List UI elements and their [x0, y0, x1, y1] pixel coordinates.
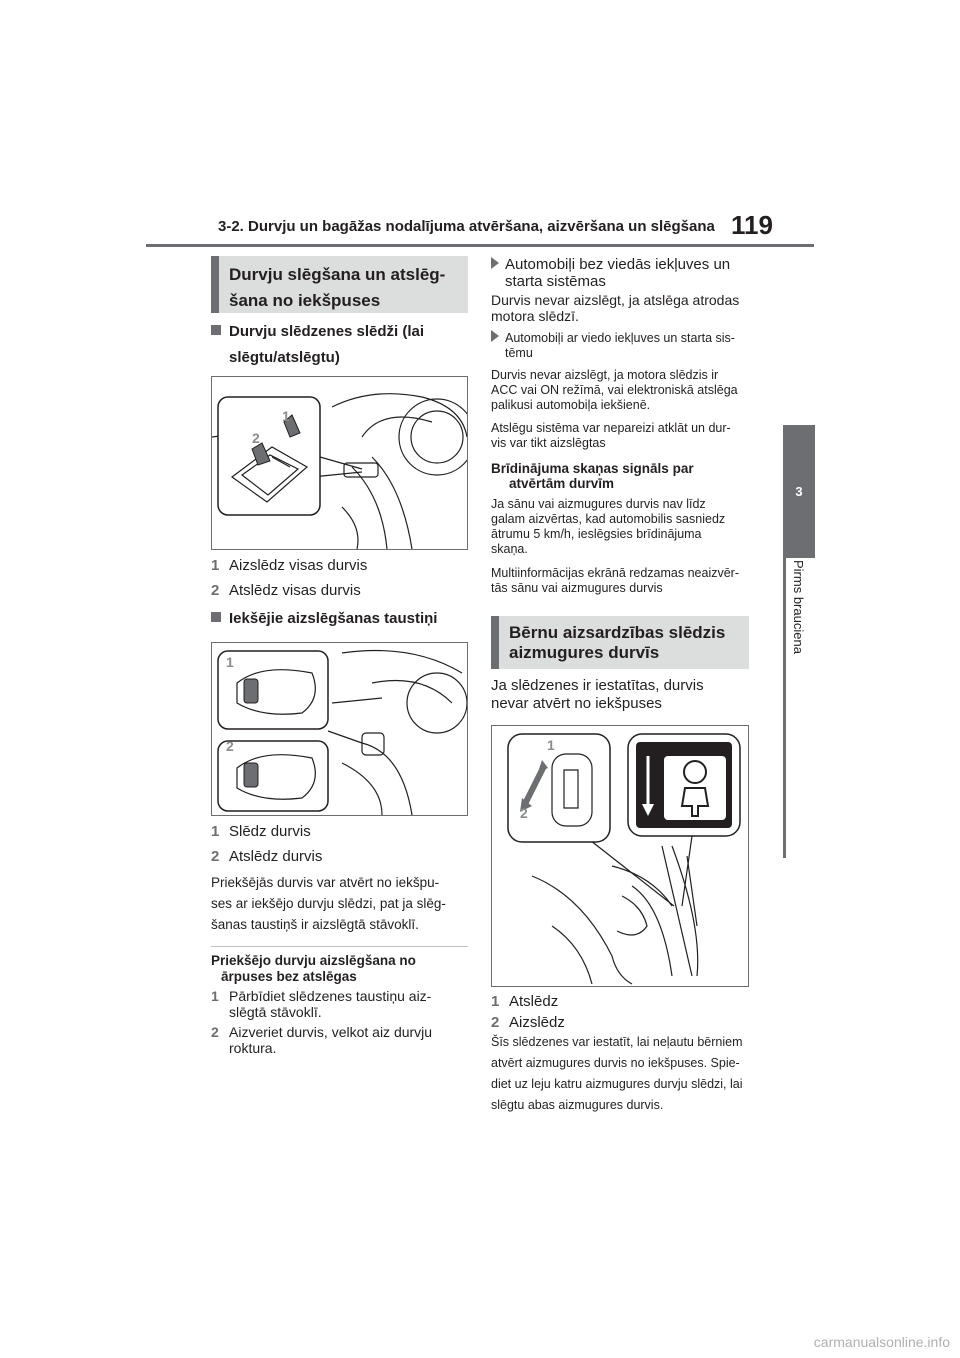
heading-line: Durvju slēgšana un atslēg- — [229, 265, 446, 284]
callout-2: 2 — [226, 738, 234, 754]
square-bullet-icon — [211, 612, 221, 622]
text-multi-info-display — [491, 566, 753, 596]
watermark: carmanualsonline.info — [813, 1334, 950, 1350]
triangle-bullet-icon — [491, 330, 499, 342]
text-line: palikusi automobiļa iekšienē. — [491, 398, 651, 412]
section-heading-child-lock — [491, 616, 749, 669]
callout-2: 2 — [252, 430, 260, 446]
item-number: 2 — [211, 582, 220, 599]
step-item — [211, 1024, 471, 1056]
inside-lock-buttons-illustration — [212, 643, 467, 815]
door-lock-switch-illustration — [212, 377, 467, 549]
text-line: Durvis nevar aizslēgt, ja atslēga atrodas — [491, 292, 740, 308]
subheading-text: Iekšējie aizslēgšanas taustiņi — [229, 610, 438, 627]
item-text: Aizslēdz — [509, 1014, 565, 1031]
item-text: Atslēdz visas durvis — [229, 582, 361, 599]
text-line: atvērt aizmugures durvis no iekšpuses. Spie- — [491, 1056, 740, 1070]
text-line: tās sānu vai aizmugures durvis — [491, 581, 663, 595]
heading-line: Bērnu aizsardzības slēdzis — [509, 623, 726, 642]
heading-line: aizmugures durvīs — [509, 643, 660, 662]
text-line: ātrumu 5 km/h, ieslēgsies brīdinājuma — [491, 527, 702, 541]
bullet-title: Automobiļi bez viedās iekļuves un — [505, 256, 731, 273]
text-line: Ja sānu vai aizmugures durvis nav līdz — [491, 497, 706, 511]
text-door-open-warning — [491, 497, 753, 557]
step-number: 2 — [211, 1024, 219, 1040]
bullet-title: starta sistēmas — [505, 273, 606, 290]
bullet-with-smart-entry — [491, 330, 753, 361]
section-title: 3-2. Durvju un bagāžas nodalījuma atvēršana, aizvēršana un slēgšana — [218, 218, 715, 235]
list-item — [211, 847, 471, 866]
triangle-bullet-icon — [491, 257, 499, 269]
list-lock-switches — [211, 556, 471, 600]
divider — [211, 946, 468, 947]
subheading-text: ārpuses bez atslēgas — [221, 969, 357, 984]
figure-door-lock-switch — [211, 376, 468, 550]
text-line: Ja slēdzenes ir iestatītas, durvis — [491, 677, 704, 694]
item-number: 1 — [491, 993, 500, 1010]
chapter-number: 3 — [795, 484, 803, 499]
step-text: slēgtā stāvoklī. — [229, 1004, 322, 1020]
item-text: Atslēdz durvis — [229, 848, 323, 865]
item-number: 1 — [211, 557, 220, 574]
callout-1: 1 — [547, 737, 555, 753]
step-text: Aizveriet durvis, velkot aiz durvju — [229, 1024, 433, 1040]
text-line: Multiinformācijas ekrānā redzamas neaizvēr- — [491, 566, 740, 580]
child-lock-illustration — [492, 726, 748, 986]
callout-1: 1 — [226, 654, 234, 670]
heading-line: šana no iekšpuses — [229, 291, 381, 310]
text-line: ACC vai ON režīmā, vai elektroniskā atslēga — [491, 383, 738, 397]
figure-child-lock — [491, 725, 749, 987]
text-key-system — [491, 421, 753, 451]
note-front-doors — [211, 872, 471, 935]
text-with-smart-entry — [491, 368, 753, 413]
header-rule — [146, 244, 814, 247]
list-item — [491, 1013, 753, 1032]
bullet-title: Automobiļi ar viedo iekļuves un starta sis- — [505, 331, 735, 345]
item-number: 2 — [211, 848, 220, 865]
callout-1: 1 — [282, 408, 290, 424]
text-line: galam aizvērtas, kad automobilis sasniedz — [491, 512, 726, 526]
text-line: diet uz leju katru aizmugures durvju slēdzi, lai — [491, 1077, 743, 1091]
item-number: 2 — [491, 1014, 500, 1031]
text-line: vis var tikt aizslēgtas — [491, 436, 606, 450]
steps-lock-without-key — [211, 988, 471, 1056]
subheading-text: Brīdinājuma skaņas signāls par — [491, 461, 694, 476]
step-text: Pārbīdiet slēdzenes taustiņu aiz- — [229, 988, 432, 1004]
intro-child-lock — [491, 677, 753, 713]
note-line: šanas taustiņš ir aizslēgtā stāvoklī. — [211, 917, 419, 932]
page-number: 119 — [731, 210, 773, 240]
text-line: Šīs slēdzenes var iestatīt, lai neļautu bērniem — [491, 1035, 743, 1049]
text-line: nevar atvērt no iekšpuses — [491, 695, 662, 712]
subheading-lock-without-key — [211, 953, 471, 985]
square-bullet-icon — [211, 325, 221, 335]
subheading-text: Priekšējo durvju aizslēgšana no — [211, 953, 416, 968]
chapter-label — [778, 560, 818, 690]
step-text: roktura. — [229, 1040, 277, 1056]
step-number: 1 — [211, 988, 219, 1004]
note-line: ses ar iekšējo durvju slēdzi, pat ja slēg- — [211, 896, 446, 911]
subheading-door-open-warning — [491, 461, 753, 491]
list-item — [491, 992, 753, 1011]
item-text: Slēdz durvis — [229, 823, 311, 840]
text-child-lock-description — [491, 1032, 753, 1116]
chapter-tab — [783, 425, 815, 558]
chapter-label-text: Pirms brauciena — [791, 560, 806, 654]
list-item — [211, 556, 471, 575]
subheading-text: atvērtām durvīm — [509, 476, 615, 491]
text-line: skaņa. — [491, 542, 528, 556]
item-number: 1 — [211, 823, 220, 840]
list-inside-lock-buttons — [211, 822, 471, 866]
text-without-smart-entry — [491, 292, 753, 324]
step-item — [211, 988, 471, 1020]
figure-inside-lock-buttons — [211, 642, 468, 816]
text-line: motora slēdzī. — [491, 308, 579, 324]
list-child-lock — [491, 992, 753, 1032]
text-line: Durvis nevar aizslēgt, ja motora slēdzis ir — [491, 368, 719, 382]
subheading-inside-lock-buttons — [211, 608, 471, 630]
callout-2: 2 — [520, 805, 528, 821]
bullet-title: tēmu — [505, 346, 533, 360]
bullet-without-smart-entry — [491, 256, 753, 290]
text-line: Atslēgu sistēma var nepareizi atklāt un dur- — [491, 421, 731, 435]
subheading-lock-switches — [211, 321, 471, 369]
text-line: slēgtu abas aizmugures durvis. — [491, 1098, 664, 1112]
section-heading-locking — [211, 256, 468, 313]
note-line: Priekšējās durvis var atvērt no iekšpu- — [211, 875, 440, 890]
item-text: Atslēdz — [509, 993, 559, 1010]
subheading-text: Durvju slēdzenes slēdži (lai — [229, 323, 425, 340]
list-item — [211, 581, 471, 600]
list-item — [211, 822, 471, 841]
subheading-text: slēgtu/atslēgtu) — [229, 349, 340, 366]
item-text: Aizslēdz visas durvis — [229, 557, 368, 574]
